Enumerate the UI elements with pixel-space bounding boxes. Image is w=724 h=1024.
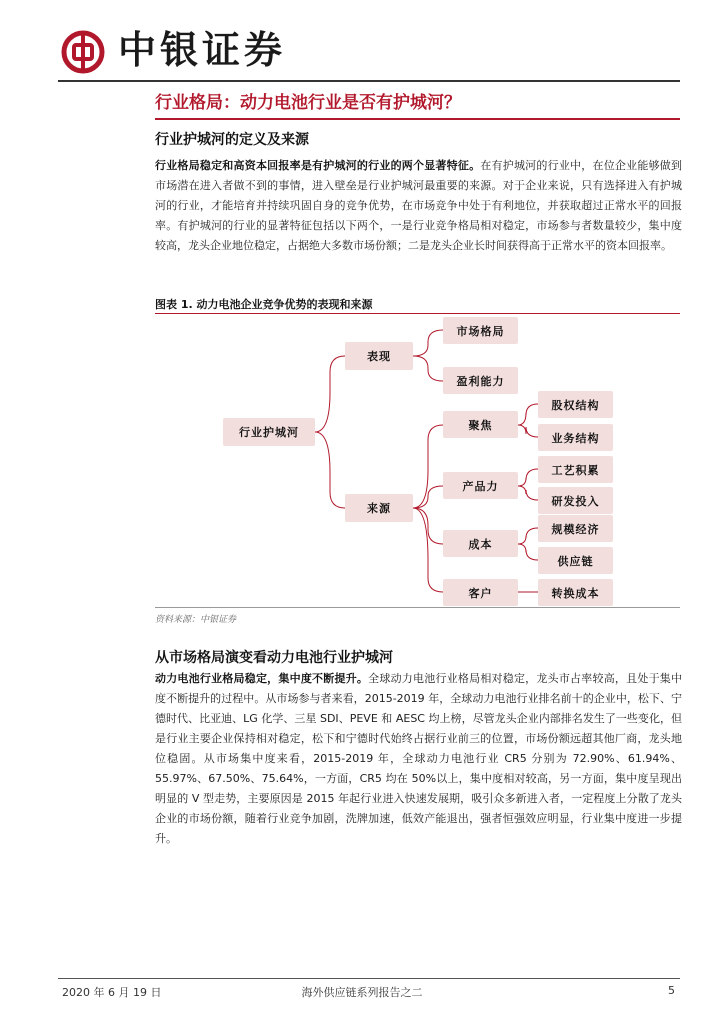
footer-date: 2020 年 6 月 19 日 xyxy=(62,986,162,999)
node-business-structure: 业务结构 xyxy=(538,424,613,451)
figure-bottom-rule xyxy=(155,607,680,608)
paragraph xyxy=(155,669,682,849)
node-economies-of-scale: 规模经济 xyxy=(538,515,613,542)
subsection-title: 行业护城河的定义及来源 xyxy=(155,132,309,148)
paragraph-body: 在有护城河的行业中，在位企业能够做到市场潜在进入者做不到的事情，进入壁垒是行业护城河最重要的来源。对于企业来说，只有选择进入有护城河的行业，才能培育并持续巩固自身的竞争优势，在市场竞争中处于有利地位，并获取超过正常水平的回报率。有护城河的行业的显著特征包括以下两个，一是行业竞争格局相对稳定，市场参与者数量较少，集中度较高，龙头企业地位稳定，占据绝大多数市场份额；二是龙头企业长时间获得高于正常水平的资本回报率。 xyxy=(155,159,683,252)
node-process-accumulation: 工艺积累 xyxy=(538,456,613,483)
node-product-strength: 产品力 xyxy=(443,472,518,499)
node-rd-investment: 研发投入 xyxy=(538,487,613,514)
node-equity-structure: 股权结构 xyxy=(538,391,613,418)
paragraph-lead: 行业格局稳定和高资本回报率是有护城河的行业的两个显著特征。 xyxy=(155,159,481,172)
node-profitability: 盈利能力 xyxy=(443,367,518,394)
node-focus: 聚焦 xyxy=(443,411,518,438)
page-number: 5 xyxy=(668,984,675,997)
paragraph-body: 全球动力电池行业格局相对稳定，龙头市占率较高，且处于集中度不断提升的过程中。从市场参与者来看，2015-2019 年，全球动力电池行业排名前十的企业中，松下、宁德时代、比亚迪、LG 化学、三星 SDI、PEVE 和 AESC 均上榜，尽管龙头企业内部排名发生了一些变化，但是行业主要企业保持相对稳定，松下和宁德时代始终占据行业前三的位置，市场份额远超其他厂商，龙头地位稳固。从市场集中度来看，2015-2019 年，全球动力电池行业 CR5 分别为 72.90%、61.94%、55.97%、67.50%、75.64%，一方面，CR5 均在 50%以上，集中度相对较高，另一方面，集中度呈现出明显的 V 型走势，主要原因是 2015 年起行业进入快速发展期，吸引众多新进入者，一定程度上分散了龙头企业的市场份额，随着行业竞争加剧，洗牌加速，低效产能退出，强者恒强效应明显，行业集中度进一步提升。 xyxy=(155,672,683,845)
footer-report-title: 海外供应链系列报告之二 xyxy=(301,986,423,999)
subsection-title: 从市场格局演变看动力电池行业护城河 xyxy=(155,650,393,666)
figure-caption: 图表 1. 动力电池企业竞争优势的表现和来源 xyxy=(155,298,373,311)
node-supply-chain: 供应链 xyxy=(538,547,613,574)
node-customer: 客户 xyxy=(443,579,518,606)
footer-divider xyxy=(58,978,680,979)
node-switching-cost: 转换成本 xyxy=(538,579,613,606)
figure-source: 资料来源：中银证券 xyxy=(155,615,237,625)
section-title: 行业格局：动力电池行业是否有护城河？ xyxy=(155,93,461,113)
node-moat: 行业护城河 xyxy=(223,418,315,446)
node-performance: 表现 xyxy=(345,342,413,370)
brand-name: 中银证券 xyxy=(118,28,287,72)
node-cost: 成本 xyxy=(443,530,518,557)
paragraph-lead: 动力电池行业格局稳定，集中度不断提升。 xyxy=(155,672,369,685)
node-source: 来源 xyxy=(345,494,413,522)
node-market-structure: 市场格局 xyxy=(443,317,518,344)
